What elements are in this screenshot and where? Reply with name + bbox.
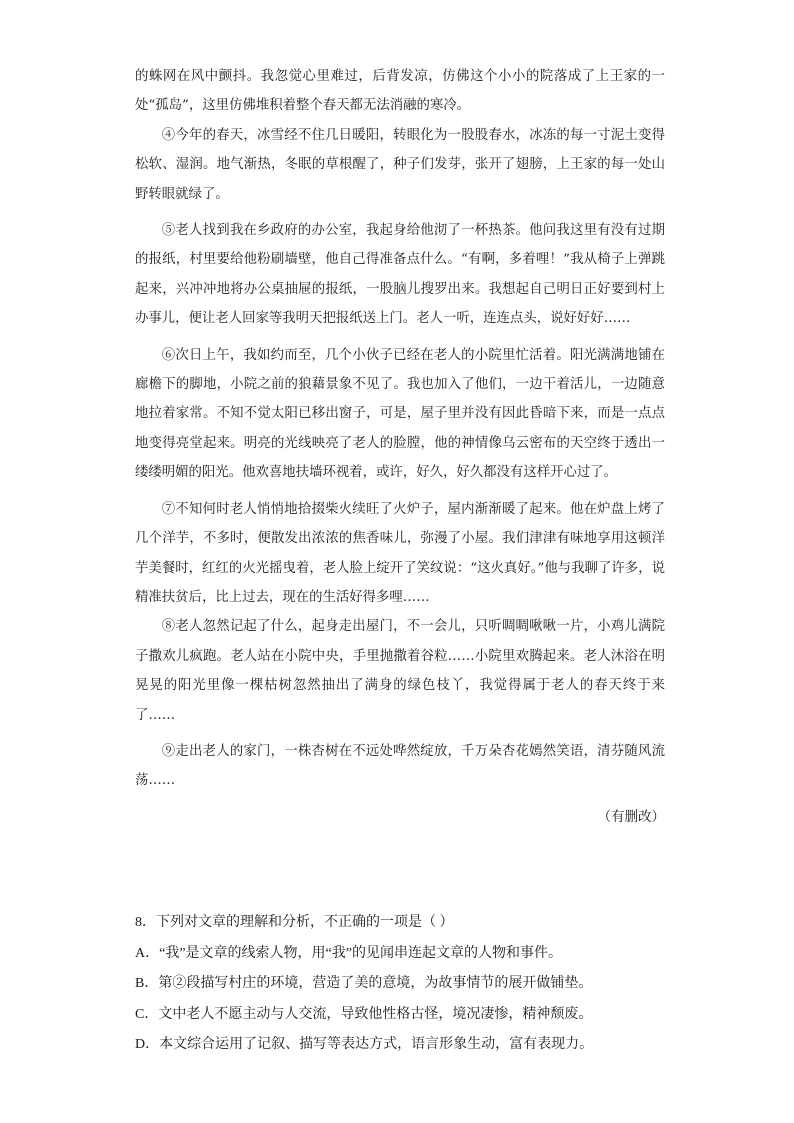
source-note: （有删改） [597,808,665,824]
paragraph-5: ⑤老人找到我在乡政府的办公室，我起身给他沏了一杯热茶。他问我这里有没有过期的报纸，村里要给他粉刷墙壁，他自己得准备点什么。“有啊，多着哩！”我从椅子上弹跳起来，兴冲冲地将办公桌抽屉的报纸，一股脑儿搜罗出来。我想起自己明日正好要到村上办事儿，便让老人回家等我明天把报纸送上门。老人一听，连连点头，说好好好…… [135,223,665,327]
paragraph-9: ⑨走出老人的家门，一株杏树在不远处哗然绽放，千万朵杏花嫣然笑语，清芬随风流荡…… [135,743,665,789]
option-a[interactable]: A．“我”是文章的线索人物，用“我”的见闻串连起文章的人物和事件。 [135,945,562,961]
paragraph-continuation: 的蛛网在风中颤抖。我忽觉心里难过，后背发凉，仿佛这个小小的院落成了上王家的一处“孤岛”，这里仿佛堆积着整个春天都无法消融的寒冷。 [135,69,665,114]
paragraph-6: ⑥次日上午，我如约而至，几个小伙子已经在老人的小院里忙活着。阳光满满地铺在廊檐下的脚地，小院之前的狼藉景象不见了。我也加入了他们，一边干着活儿，一边随意地拉着家常。不知不觉太阳已移出窗子，可是，屋子里并没有因此昏暗下来，而是一点点地变得亮堂起来。明亮的光线映亮了老人的脸膛，他的神情像乌云密布的天空终于透出一缕缕明媚的阳光。他欢喜地扶墙环视着，或许，好久，好久都没有这样开心过了。 [135,347,665,481]
question-8 [135,908,665,1061]
paragraph-4: ④今年的春天，冰雪经不住几日暖阳，转眼化为一股股春水，冰冻的每一寸泥土变得松软、湿润。地气渐热，冬眠的草根醒了，种子们发芽，张开了翅膀，上王家的每一处山野转眼就绿了。 [135,127,665,202]
paragraph-8: ⑧老人忽然记起了什么，起身走出屋门，不一会儿，只听啁啁啾啾一片，小鸡儿满院子撒欢儿疯跑。老人站在小院中央，手里抛撒着谷粒……小院里欢腾起来。老人沐浴在明晃晃的阳光里像一棵枯树忽然抽出了满身的绿色枝丫，我觉得属于老人的春天终于来了…… [135,619,665,723]
reading-passage [135,62,665,831]
option-d[interactable]: D．本文综合运用了记叙、描写等表达方式，语言形象生动，富有表现力。 [135,1037,594,1053]
paragraph-7: ⑦不知何时老人悄悄地拾掇柴火续旺了火炉子，屋内渐渐暖了起来。他在炉盘上烤了几个洋芋，不多时，便散发出浓浓的焦香味儿，弥漫了小屋。我们津津有味地享用这顿洋芋美餐时，红红的火光摇曳着，老人脸上绽开了笑纹说：“这火真好。”他与我聊了许多，说精准扶贫后，比上过去，现在的生活好得多哩…… [135,501,665,605]
question-stem: 8．下列对文章的理解和分析，不正确的一项是（ ） [135,915,454,930]
option-c[interactable]: C．文中老人不愿主动与人交流，导致他性格古怪，境况凄惨，精神颓废。 [135,1006,593,1022]
option-b[interactable]: B．第②段描写村庄的环境，营造了美的意境，为故事情节的展开做铺垫。 [135,976,593,992]
